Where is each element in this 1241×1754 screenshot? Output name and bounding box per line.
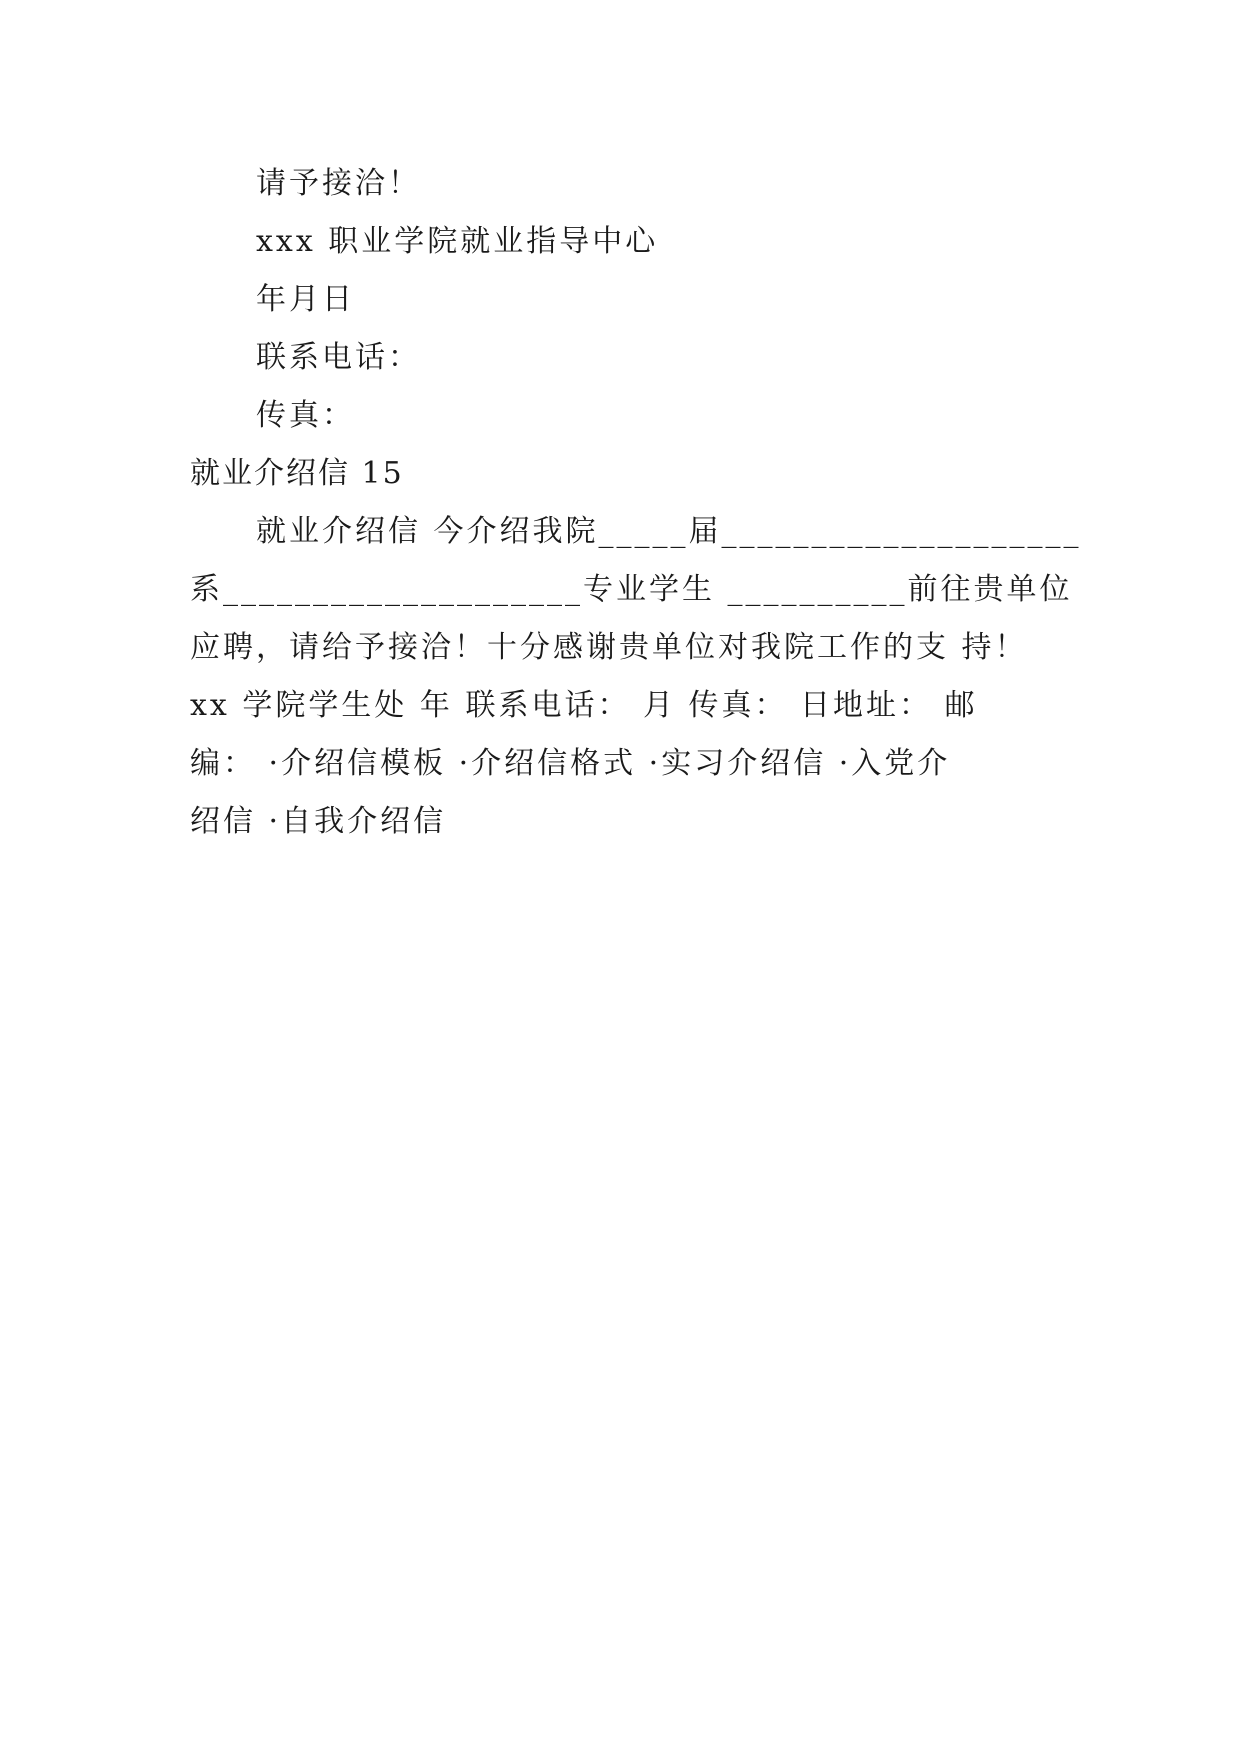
phone-line: 联系电话： — [256, 340, 421, 375]
paragraph-line-5: 编： ·介绍信模板 ·介绍信格式 ·实习介绍信 ·入党介 — [190, 746, 951, 781]
section-heading: 就业介绍信 15 — [190, 456, 404, 491]
paragraph-line-3: 应聘，请给予接洽！十分感谢贵单位对我院工作的支 持！ — [190, 630, 1028, 665]
document-body — [190, 155, 1082, 851]
closing-request: 请予接洽！ — [256, 166, 421, 201]
paragraph-line-1: 就业介绍信 今介绍我院_____届____________________ — [256, 514, 1082, 549]
fax-line: 传真： — [256, 398, 355, 433]
paragraph-line-2: 系____________________专业学生 __________前往贵单位 — [190, 572, 1073, 607]
sender-organization: xxx 职业学院就业指导中心 — [256, 224, 659, 259]
paragraph-line-4: xx 学院学生处 年 联系电话： 月 传真： 日地址： 邮 — [190, 688, 978, 723]
letter-paragraph — [190, 503, 1082, 851]
paragraph-line-6: 绍信 ·自我介绍信 — [190, 804, 447, 839]
date-line: 年月日 — [256, 282, 355, 317]
